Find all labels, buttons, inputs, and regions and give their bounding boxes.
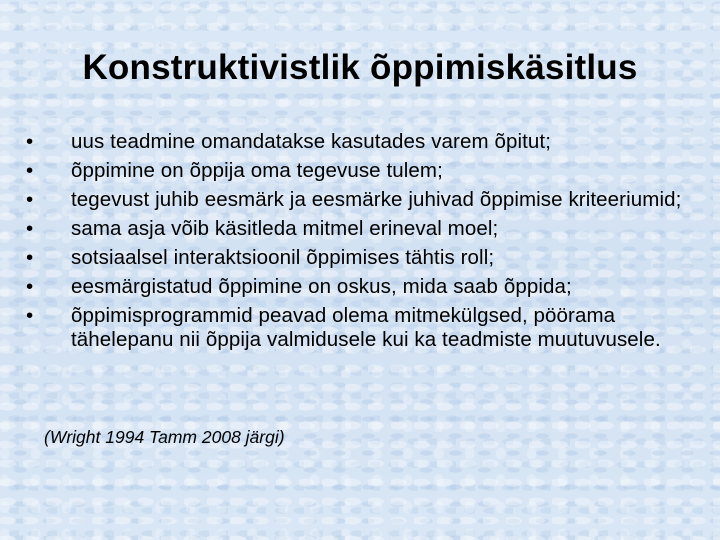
bullet-text: uus teadmine omandatakse kasutades varem õpitut; bbox=[71, 130, 551, 153]
bullet-text: õppimisprogrammid peavad olema mitmekülgsed, pöörama tähelepanu nii õppija valmidusele kui ka teadmiste muutuvusele. bbox=[71, 304, 661, 351]
bullet-dot-icon: • bbox=[26, 304, 34, 327]
bullet-item bbox=[26, 159, 696, 183]
bullet-text: sama asja võib käsitleda mitmel erineval moel; bbox=[71, 217, 499, 240]
bullet-dot-icon: • bbox=[26, 246, 34, 269]
citation: (Wright 1994 Tamm 2008 järgi) bbox=[44, 427, 285, 447]
bullet-text: tegevust juhib eesmärk ja eesmärke juhivad õppimise kriteeriumid; bbox=[71, 188, 682, 211]
bullet-list bbox=[26, 130, 696, 357]
bullet-item bbox=[26, 217, 696, 241]
bullet-item bbox=[26, 130, 696, 154]
bullet-dot-icon: • bbox=[26, 275, 34, 298]
bullet-text: eesmärgistatud õppimine on oskus, mida saab õppida; bbox=[71, 275, 572, 298]
bullet-dot-icon: • bbox=[26, 130, 34, 153]
bullet-item bbox=[26, 188, 696, 212]
bullet-dot-icon: • bbox=[26, 217, 34, 240]
bullet-item bbox=[26, 275, 696, 299]
bullet-dot-icon: • bbox=[26, 188, 34, 211]
bullet-text: sotsiaalsel interaktsioonil õppimises tähtis roll; bbox=[71, 246, 495, 269]
bullet-text: õppimine on õppija oma tegevuse tulem; bbox=[71, 159, 443, 182]
bullet-item bbox=[26, 304, 696, 352]
bullet-item bbox=[26, 246, 696, 270]
bullet-dot-icon: • bbox=[26, 159, 34, 182]
slide-title: Konstruktivistlik õppimiskäsitlus bbox=[82, 48, 638, 87]
